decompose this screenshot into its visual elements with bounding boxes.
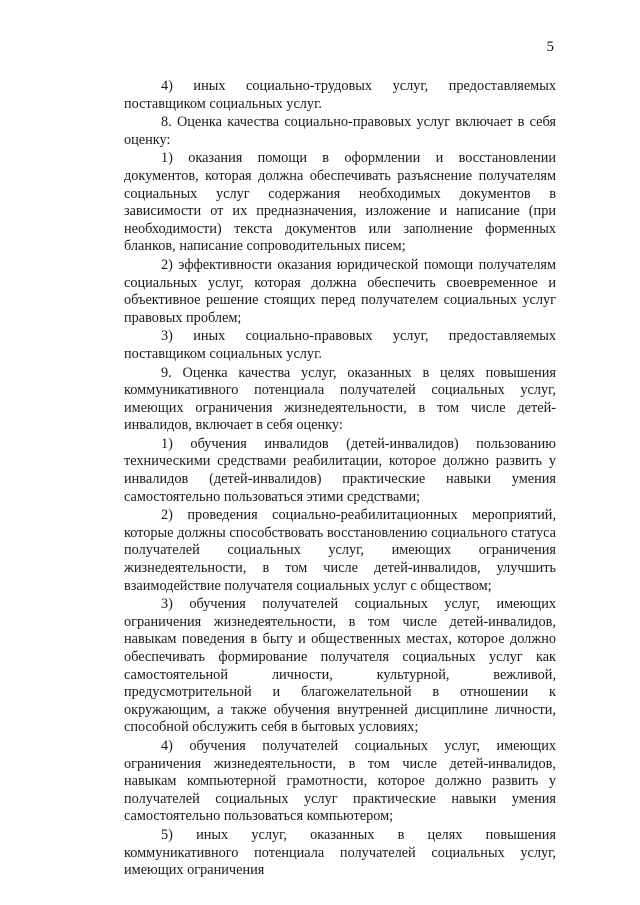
paragraph-item-3-behavior-training: 3) обучения получателей социальных услуг, имеющих ограничения жизнедеятельности, в том числе детей-инвалидов, навыкам поведения в быту и общественных местах, которое должно обеспечивать формирование получателя социальных услуг как самостоятельной личности, культурной, вежливой, предусмотрительной и благожелательной в отношении к окружающим, а также обучения внутренней дисциплине личности, способной обслужить себя в бытовых условиях;	[124, 596, 556, 736]
paragraph-8-legal-services: 8. Оценка качества социально-правовых услуг включает в себя оценку:	[124, 114, 556, 148]
page-number: 5	[546, 39, 554, 55]
paragraph-item-1-documents: 1) оказания помощи в оформлении и восстановлении документов, которая должна обеспечивать разъяснение получателям социальных услуг содержания необходимых документов в зависимости от их предназначения, изложение и написание (при необходимости) текста документов или заполнение форменных бланков, написание сопроводительных писем;	[124, 150, 556, 255]
paragraph-item-4-labor-services: 4) иных социально-трудовых услуг, предоставляемых поставщиком социальных услуг.	[124, 78, 556, 112]
paragraph-item-2-rehab-events: 2) проведения социально-реабилитационных мероприятий, которые должны способствовать восстановлению социального статуса получателей социальных услуг, имеющих ограничения жизнедеятельности, в том числе детей-инвалидов, улучшить взаимодействие получателя социальных услуг с обществом;	[124, 507, 556, 594]
paragraph-9-communicative: 9. Оценка качества услуг, оказанных в целях повышения коммуникативного потенциала получателей социальных услуг, имеющих ограничения жизнедеятельности, в том числе детей-инвалидов, включает в себя оценку:	[124, 364, 556, 434]
paragraph-item-1-rehab-training: 1) обучения инвалидов (детей-инвалидов) пользованию техническими средствами реабилитации, которое должно развить у инвалидов (детей-инвалидов) практические навыки умения самостоятельно пользоваться этими средствами;	[124, 435, 556, 505]
paragraph-item-4-computer-literacy: 4) обучения получателей социальных услуг, имеющих ограничения жизнедеятельности, в том числе детей-инвалидов, навыкам компьютерной грамотности, которое должно развить у получателей социальных услуг практические навыки умения самостоятельно пользоваться компьютером;	[124, 737, 556, 825]
paragraph-item-5-other-services: 5) иных услуг, оказанных в целях повышения коммуникативного потенциала получателей социальных услуг, имеющих ограничения	[124, 826, 556, 879]
paragraph-item-2-legal-help: 2) эффективности оказания юридической помощи получателям социальных услуг, которая должна обеспечить своевременное и объективное решение стоящих перед получателем социальных услуг правовых проблем;	[124, 256, 556, 326]
paragraph-item-3-other-legal: 3) иных социально-правовых услуг, предоставляемых поставщиком социальных услуг.	[124, 328, 556, 362]
document-body	[124, 78, 556, 880]
